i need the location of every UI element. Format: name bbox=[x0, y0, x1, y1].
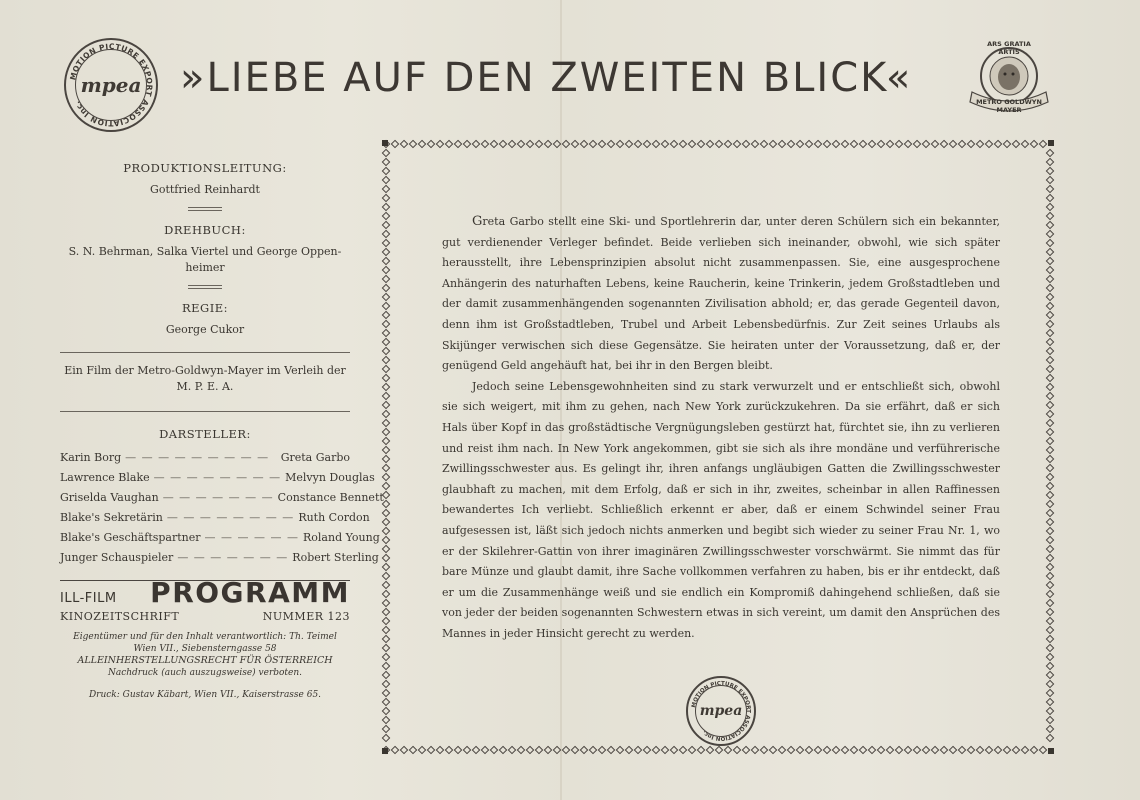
divider bbox=[60, 352, 350, 353]
divider bbox=[60, 411, 350, 412]
synopsis-paragraph: Jedoch seine Lebensgewohnheiten sind zu stark verwurzelt und er entschließt sich, obwohl sie sich weigert, mit ihm zu gehen, nach New York zurückzukehren. Da sie erfährt, daß er sich Hals über Kopf in das großstädtische Vergnügungsleben gestürzt hat, fürchtet sie, ihn zu verlieren und reist ihm nach. In New York angekommen, gibt sie sich als ihre mondäne und verführerische Zwillingsschwester aus. Es gelingt ihr, ihren anfangs ungläubigen Gatten die Zwillingsschwester glaubhaft zu machen, mit dem Erfolg, daß er sich in ihr, zweites, scheinbar in allen Raffinessen bewandertes Ich verliebt. Schließlich erkennt er aber, daß er einem Schwindel seiner Frau aufgesessen ist, läßt sich jedoch nichts anmerken und begibt sich wieder zu seiner Frau Nr. 1, wo er der Skilehrer-Gattin von ihrer imaginären Zwillingsschwester vorschwärmt. Sie nimmt das für bare Münze und glaubt damit, ihre Sache vollkommen verfahren zu haben, bis er ihr entdeckt, daß er um die Zusammenhänge weiß und sie endlich ein Kompromiß dahingehend schließen, daß sie von jeder der beiden sogenannten Schwestern etwas in sich vereint, um damit den Ansprüchen des Mannes in jeder Hinsicht gerecht zu werden. bbox=[442, 379, 1000, 640]
synopsis-text bbox=[442, 212, 1000, 644]
cast-row: Karin Borg — — — — — — — — — Greta Garbo bbox=[60, 451, 350, 464]
svg-text:MOTION PICTURE EXPORT ASSOCIAT: MOTION PICTURE EXPORT ASSOCIATION Inc. bbox=[691, 680, 752, 742]
divider bbox=[188, 207, 222, 211]
cast-row: Junger Schauspieler — — — — — — — Robert Sterling bbox=[60, 551, 379, 564]
direction-heading: REGIE: bbox=[181, 301, 229, 315]
cast-row: Blake's Geschäftspartner — — — — — — Roland Young bbox=[60, 531, 380, 544]
programm-label: PROGRAMM bbox=[150, 576, 350, 609]
mgm-lion-logo: ARS GRATIA ARTIS METRO GOLDWYN MAYER bbox=[944, 36, 1074, 126]
direction-name: George Cukor bbox=[165, 323, 245, 336]
distribution-note: Ein Film der Metro-Goldwyn-Mayer im Verleih der M. P. E. A. bbox=[64, 364, 346, 393]
imprint: Eigentümer und für den Inhalt verantwortlich: Th. Teimel Wien VII., Siebensterngasse 58 ALLEINHERSTELLUNGSRECHT FÜR ÖSTERREICH Nachdruck (auch auszugsweise) verboten. Druck: Gustav Käbart, Wien VII., Kaiserstrasse 65. bbox=[73, 632, 337, 700]
mpea-seal-logo-footer: MOTION PICTURE EXPORT ASSOCIATION Inc. mpea bbox=[686, 676, 756, 746]
cast-row: Griselda Vaughan — — — — — — — Constance Bennett bbox=[60, 491, 384, 504]
cast-list bbox=[60, 450, 384, 566]
svg-text:MOTION PICTURE EXPORT ASSOCIAT: MOTION PICTURE EXPORT ASSOCIATION Inc. bbox=[68, 41, 155, 129]
credits-column bbox=[60, 160, 384, 701]
script-heading: DREHBUCH: bbox=[164, 223, 246, 237]
script-names: S. N. Behrman, Salka Viertel und George Oppen-heimer bbox=[68, 245, 342, 274]
synopsis-paragraph: Greta Garbo stellt eine Ski- und Sportlehrerin dar, unter deren Schülern sich ein bekannter, gut verdienender Verleger befindet. Beide verlieben sich ineinander, obwohl, wie sich später herausstellt, ihre Lebensprinzipien absolut nicht zusammenpassen. Sie, eine ausgesprochene Anhängerin des naturhaften Lebens, keine Raucherin, keine Trinkerin, jedem Großstadtleben und der damit zusammenhängenden sogenannten Zivilisation abhold; er, das gerade Gegenteil davon, denn ihm ist Großstadtleben, Trubel und Arbeit Lebensbedürfnis. Zur Zeit seines Urlaubs als Skijünger verwischen sich diese Gegensätze. Sie heiraten unter der Voraussetzung, daß er, der genügend Geld angehäuft hat, bei ihr in den Bergen bleibt. bbox=[442, 214, 1000, 373]
production-name: Gottfried Reinhardt bbox=[150, 183, 260, 196]
production-heading: PRODUKTIONSLEITUNG: bbox=[123, 161, 287, 175]
cast-heading: DARSTELLER: bbox=[159, 427, 251, 441]
mpea-seal-logo: MOTION PICTURE EXPORT ASSOCIATION Inc. mpea bbox=[64, 38, 158, 132]
issue-line: KINOZEITSCHRIFT NUMMER 123 bbox=[60, 610, 350, 623]
program-masthead bbox=[60, 576, 350, 609]
ill-film-label: ILL-FILM bbox=[60, 591, 117, 606]
cast-row: Lawrence Blake — — — — — — — — Melvyn Douglas bbox=[60, 471, 375, 484]
page-title: »LIEBE AUF DEN ZWEITEN BLICK« bbox=[180, 55, 913, 101]
divider bbox=[188, 285, 222, 289]
cast-row: Blake's Sekretärin — — — — — — — — Ruth Cordon bbox=[60, 511, 370, 524]
